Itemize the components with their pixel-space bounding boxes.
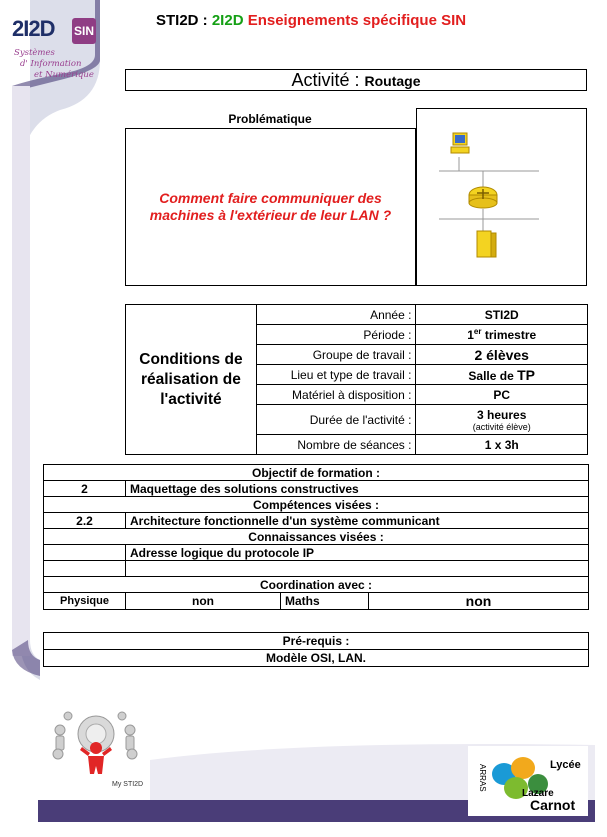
- people-circle-illustration: [38, 704, 150, 792]
- server-icon: [477, 231, 496, 257]
- conditions-table: [125, 304, 588, 455]
- condition-label: Matériel à disposition :: [256, 385, 416, 405]
- value-superscript: er: [473, 327, 482, 336]
- orange-blob: [511, 757, 535, 779]
- activity-label: Activité :: [291, 70, 365, 90]
- prerequis-table: [43, 632, 589, 667]
- logo-2i2d-text: 2I2D: [12, 16, 55, 41]
- logo-caption-line: et Numérique: [34, 70, 94, 80]
- condition-value: [416, 365, 588, 385]
- coordination-value: non: [369, 593, 589, 610]
- connaissance-number: [44, 545, 126, 561]
- logo-sin-badge: SIN: [72, 18, 96, 44]
- formation-header: Objectif de formation :: [44, 465, 589, 481]
- lycee-name2: Carnot: [530, 797, 576, 813]
- problematique-box: [125, 128, 416, 286]
- lycee-carnot-logo: [468, 746, 588, 816]
- condition-label: Nombre de séances :: [256, 435, 416, 455]
- condition-label: Groupe de travail :: [256, 345, 416, 365]
- badge-label: My STI2D: [112, 781, 144, 788]
- coordination-subject: Maths: [281, 593, 369, 610]
- condition-label: Année :: [256, 305, 416, 325]
- condition-value: 2 élèves: [416, 345, 588, 365]
- lycee-word: Lycée: [550, 759, 581, 771]
- connaissances-header: Connaissances visées :: [44, 529, 589, 545]
- coordination-value: non: [126, 593, 281, 610]
- prerequis-text: Modèle OSI, LAN.: [44, 650, 589, 667]
- empty-cell: [126, 561, 589, 577]
- condition-value: PC: [416, 385, 588, 405]
- activity-title-box: [125, 69, 587, 91]
- lycee-name1: Lazare: [522, 788, 554, 799]
- my-sti2d-badge: [38, 704, 150, 792]
- header-part-sin: Enseignements spécifique SIN: [243, 12, 467, 29]
- logo-caption: [14, 48, 104, 81]
- coordination-subject: Physique: [44, 593, 126, 610]
- city-vertical-text: ARRAS: [478, 764, 487, 792]
- logo-caption-line: Systèmes: [14, 48, 55, 58]
- problematique-question: Comment faire communiquer des machines à l'extérieur de leur LAN ?: [149, 190, 392, 223]
- value-main: 3 heures: [477, 407, 527, 422]
- competences-header: Compétences visées :: [44, 497, 589, 513]
- value-note: (activité élève): [472, 421, 531, 432]
- network-diagram: [416, 108, 587, 286]
- computer-icon: [451, 133, 469, 153]
- condition-label: Période :: [256, 325, 416, 345]
- router-icon: [469, 187, 497, 208]
- formation-number: 2: [44, 481, 126, 497]
- value-part: Salle de: [468, 368, 518, 383]
- condition-value: [416, 325, 588, 345]
- conditions-title: Conditions de réalisation de l'activité: [126, 305, 257, 455]
- competence-text: Architecture fonctionnelle d'un système communicant: [126, 513, 589, 529]
- objectives-table: [43, 464, 589, 610]
- condition-value: 1 x 3h: [416, 435, 588, 455]
- competence-number: 2.2: [44, 513, 126, 529]
- condition-value: STI2D: [416, 305, 588, 325]
- condition-value: [416, 405, 588, 435]
- lycee-logo-svg: [468, 746, 588, 816]
- left-margin-strip: [12, 86, 30, 656]
- header-part-2i2d: 2I2D: [211, 12, 244, 29]
- logo-caption-line: d' Information: [20, 59, 82, 69]
- coordination-header: Coordination avec :: [44, 577, 589, 593]
- activity-name: Routage: [364, 73, 421, 89]
- condition-label: Lieu et type de travail :: [256, 365, 416, 385]
- condition-label: Durée de l'activité :: [256, 405, 416, 435]
- value-part: trimestre: [481, 328, 537, 342]
- network-diagram-svg: [417, 109, 588, 287]
- empty-cell: [44, 561, 126, 577]
- page-header-title: [156, 12, 466, 29]
- formation-text: Maquettage des solutions constructives: [126, 481, 589, 497]
- problematique-label: Problématique: [228, 112, 312, 126]
- value-part: 1: [467, 328, 474, 342]
- value-part-big: TP: [517, 366, 536, 383]
- prerequis-header: Pré-requis :: [44, 633, 589, 650]
- header-part-sti2d: STI2D :: [156, 12, 212, 29]
- connaissance-text: Adresse logique du protocole IP: [126, 545, 589, 561]
